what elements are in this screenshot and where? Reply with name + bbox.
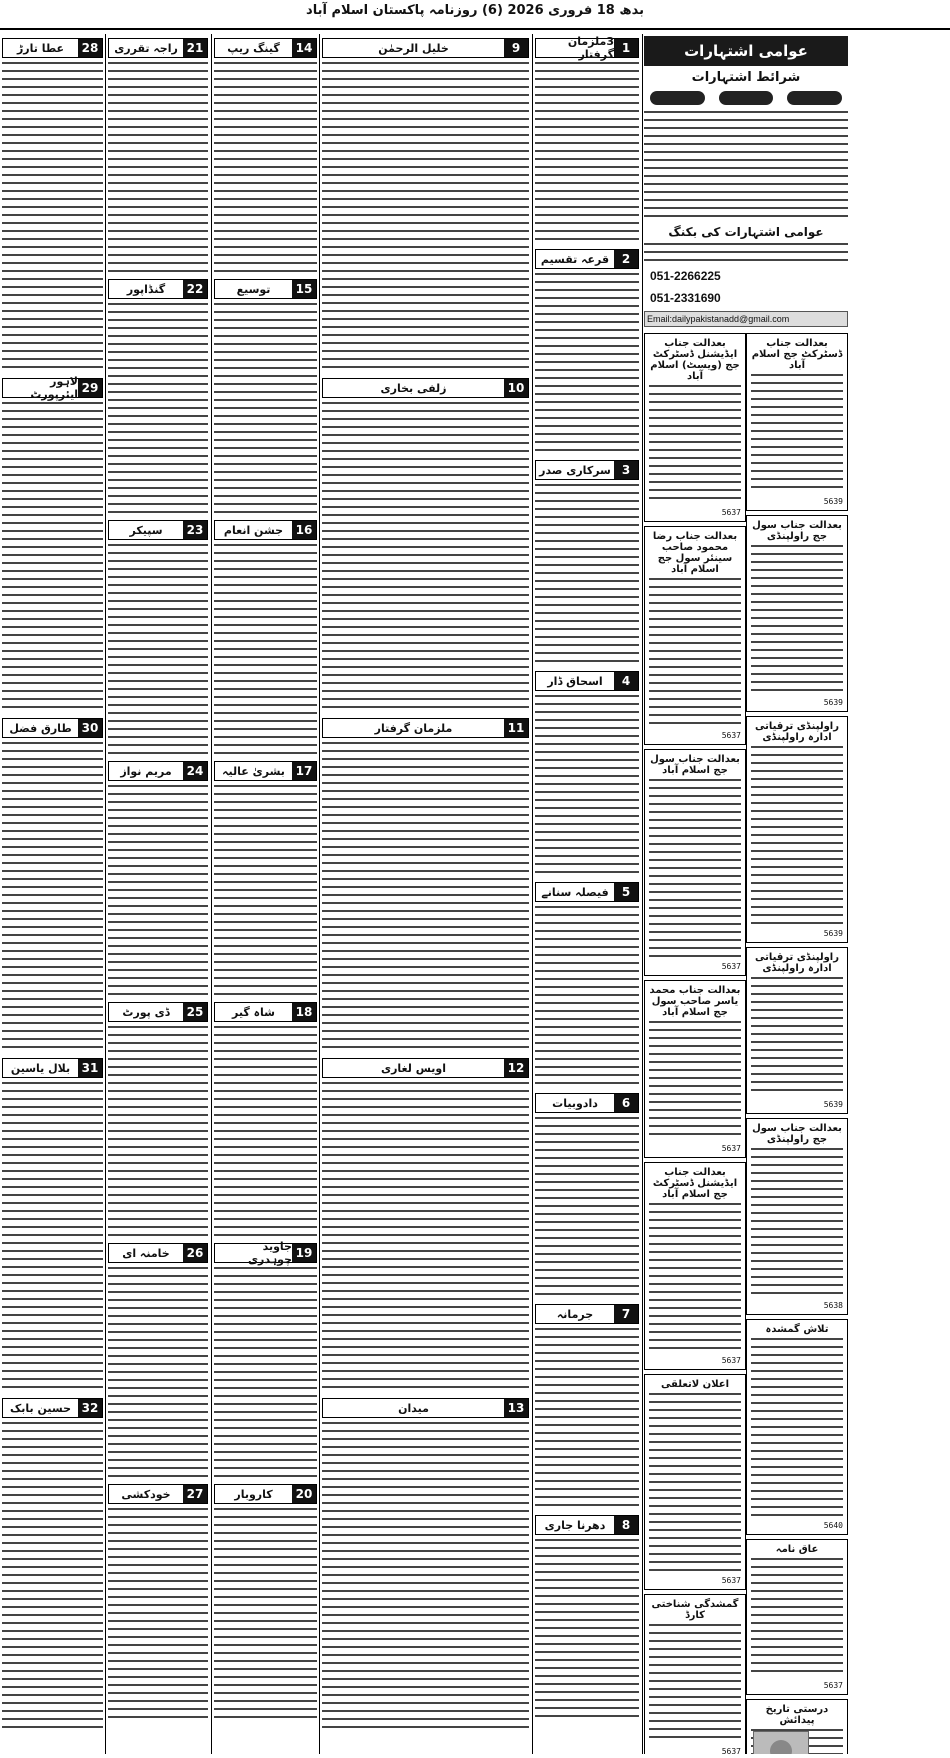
- badge-number: 2: [614, 250, 638, 268]
- news-column-3: [214, 34, 317, 1754]
- badge-title: جرمانہ: [556, 1307, 594, 1321]
- legal-notice-title: بعدالت جناب رضا محمود صاحب سینئر سول جج اسلام آباد: [652, 531, 738, 575]
- story-body: [214, 62, 317, 275]
- badge-title: خودکشی: [121, 1487, 171, 1501]
- legal-notice: [746, 716, 848, 943]
- badge-number: 30: [78, 719, 102, 737]
- masthead: [0, 0, 950, 30]
- birthdate-correction-notice: [746, 1699, 848, 1754]
- continued-story-badge: [108, 38, 208, 58]
- legal-notice-body: [649, 1203, 741, 1353]
- legal-notice-title: راولپنڈی ترقیاتی ادارہ راولپنڈی: [755, 721, 839, 743]
- legal-notice-body: [751, 977, 843, 1097]
- legal-notice-title: بعدالت جناب سول جج راولپنڈی: [752, 1123, 842, 1145]
- badge-title: 3ملزمان گرفتار: [567, 35, 614, 61]
- story-body: [535, 1539, 639, 1722]
- legal-notice: [746, 515, 848, 712]
- badge-title: اسحاق ڈار: [547, 674, 603, 688]
- continued-story-badge: [535, 35, 639, 61]
- badge-title: میدان: [398, 1401, 429, 1415]
- ads-terms-title: شرائط اشتہارات: [691, 70, 801, 85]
- badge-number: 21: [183, 39, 207, 57]
- badge-number: 32: [78, 1399, 102, 1417]
- notice-ref-number: 5637: [823, 1681, 843, 1690]
- story-body: [535, 695, 639, 878]
- story-body: [535, 273, 639, 456]
- ads-email: Email:dailypakistanadd@gmail.com: [644, 311, 848, 327]
- legal-notice-title: بعدالت جناب محمد یاسر صاحب سول جج اسلام آباد: [649, 985, 741, 1018]
- continued-story-badge: [214, 520, 317, 540]
- news-column-1: [535, 34, 639, 1754]
- badge-title: گنڈاپور: [126, 282, 166, 296]
- continued-story-badge: [214, 1240, 317, 1266]
- column-divider: [211, 34, 212, 1754]
- badge-number: 19: [292, 1244, 316, 1262]
- story-body: [535, 62, 639, 245]
- continued-story-badge: [535, 1304, 639, 1324]
- badge-title: شاہ گیر: [232, 1005, 275, 1019]
- badge-title: طارق فضل: [9, 721, 72, 735]
- story-body: [108, 62, 208, 275]
- legal-notice: [746, 1118, 848, 1315]
- legal-notice-title: اعلان لاتعلقی: [660, 1379, 730, 1390]
- continued-story-badge: [2, 375, 103, 401]
- legal-notice-title: گمشدگی شناختی کارڈ: [651, 1599, 739, 1621]
- continued-story-badge: [535, 882, 639, 902]
- legal-notice: [644, 1162, 746, 1370]
- news-column-2: [322, 34, 529, 1754]
- legal-notice-body: [649, 779, 741, 959]
- legal-notice-body: [751, 374, 843, 494]
- badge-number: 29: [78, 379, 102, 397]
- legal-notice-body: [649, 578, 741, 728]
- continued-story-badge: [214, 279, 317, 299]
- badge-title: توسیع: [236, 282, 271, 296]
- story-body: [108, 303, 208, 516]
- badge-title: جشن انعام: [223, 523, 284, 537]
- notice-ref-number: 5637: [721, 1576, 741, 1585]
- legal-notice: [746, 333, 848, 511]
- continued-story-badge: [2, 1058, 103, 1078]
- story-body: [2, 1422, 103, 1734]
- badge-number: 22: [183, 280, 207, 298]
- ad-rate-pill: [719, 91, 774, 105]
- legal-notice: [746, 947, 848, 1114]
- story-body: [108, 1026, 208, 1239]
- badge-title: خامنہ ای: [122, 1246, 170, 1260]
- badge-title: لاہور ایئرپورٹ: [30, 375, 78, 401]
- legal-notice-body: [649, 1021, 741, 1141]
- badge-number: 9: [504, 39, 528, 57]
- continued-story-badge: [2, 38, 103, 58]
- badge-number: 14: [292, 39, 316, 57]
- story-body: [214, 1508, 317, 1721]
- ad-rate-pill: [787, 91, 842, 105]
- badge-number: 25: [183, 1003, 207, 1021]
- continued-story-badge: [322, 718, 529, 738]
- continued-story-badge: [535, 1515, 639, 1535]
- legal-notice: [644, 1374, 746, 1590]
- story-body: [535, 906, 639, 1089]
- badge-number: 11: [504, 719, 528, 737]
- continued-story-badge: [108, 1484, 208, 1504]
- story-body: [2, 62, 103, 374]
- badge-title: ملزمان گرفتار: [374, 721, 453, 735]
- badge-title: سپیکر: [129, 523, 163, 537]
- story-body: [322, 1082, 529, 1394]
- badge-title: فیصلہ سنانے: [541, 885, 609, 899]
- story-body: [214, 1026, 317, 1239]
- legal-notice-title: تلاش گمشدہ: [765, 1324, 829, 1335]
- ad-rate-pill: [650, 91, 705, 105]
- badge-title: کاروبار: [234, 1487, 273, 1501]
- legal-notice: [746, 1539, 848, 1695]
- notice-ref-number: 5637: [721, 962, 741, 971]
- badge-title: راجہ تقرری: [114, 41, 178, 55]
- badge-title: گینگ ریپ: [227, 41, 280, 55]
- news-column-4: [108, 34, 208, 1754]
- badge-number: 18: [292, 1003, 316, 1021]
- column-divider: [105, 34, 106, 1754]
- badge-title: دھرنا جاری: [544, 1518, 606, 1532]
- legal-notice-title: بعدالت جناب ڈسٹرکٹ جج اسلام آباد: [751, 338, 843, 371]
- story-body: [214, 1267, 317, 1480]
- badge-number: 17: [292, 762, 316, 780]
- badge-number: 3: [614, 461, 638, 479]
- badge-number: 12: [504, 1059, 528, 1077]
- continued-story-badge: [535, 1093, 639, 1113]
- story-body: [322, 62, 529, 374]
- column-divider: [642, 34, 643, 1754]
- badge-number: 4: [614, 672, 638, 690]
- legal-notice-title: عاق نامہ: [775, 1544, 819, 1555]
- notice-ref-number: 5637: [721, 1747, 741, 1754]
- column-divider: [319, 34, 320, 1754]
- legal-notice-body: [649, 385, 741, 505]
- column-divider: [532, 34, 533, 1754]
- story-body: [214, 303, 317, 516]
- badge-title: خلیل الرحمٰن: [378, 41, 449, 55]
- legal-notice: [746, 1319, 848, 1535]
- badge-title: اویس لغاری: [381, 1061, 447, 1075]
- badge-number: 16: [292, 521, 316, 539]
- story-body: [2, 1082, 103, 1394]
- continued-story-badge: [2, 718, 103, 738]
- notice-ref-number: 5638: [823, 1301, 843, 1310]
- badge-title: مریم نواز: [120, 764, 172, 778]
- badge-number: 20: [292, 1485, 316, 1503]
- ads-column-main: [644, 34, 848, 1754]
- badge-title: عطا تارڑ: [16, 41, 65, 55]
- legal-notice-body: [751, 545, 843, 695]
- legal-notice: [644, 526, 746, 745]
- badge-title: بلال یاسین: [10, 1061, 71, 1075]
- badge-title: زلفی بخاری: [380, 381, 447, 395]
- badge-title: قرعہ تقسیم: [540, 252, 610, 266]
- badge-title: ڈی پورٹ: [122, 1005, 170, 1019]
- ads-booking-title: عوامی اشتہارات کی بکنگ: [668, 225, 824, 239]
- ads-header: عوامی اشتہارات: [644, 36, 848, 66]
- continued-story-badge: [322, 1398, 529, 1418]
- notice-ref-number: 5639: [823, 1100, 843, 1109]
- continued-story-badge: [535, 460, 639, 480]
- badge-number: 26: [183, 1244, 207, 1262]
- story-body: [2, 402, 103, 714]
- story-body: [108, 1267, 208, 1480]
- continued-story-badge: [535, 671, 639, 691]
- notice-ref-number: 5637: [721, 1356, 741, 1365]
- news-column-5: [2, 34, 103, 1754]
- continued-story-badge: [322, 1058, 529, 1078]
- legal-notice-title: بعدالت جناب ایڈیشنل ڈسٹرکٹ جج (ویسٹ) اسلام آباد: [650, 338, 740, 382]
- ads-booking-text: [644, 243, 848, 265]
- badge-number: 23: [183, 521, 207, 539]
- phone-1: 051-2266225: [650, 269, 721, 283]
- notice-ref-number: 5640: [823, 1521, 843, 1530]
- badge-number: 6: [614, 1094, 638, 1112]
- badge-title: جاوید چوہدری: [247, 1240, 292, 1266]
- continued-story-badge: [214, 761, 317, 781]
- story-body: [535, 1328, 639, 1511]
- badge-number: 27: [183, 1485, 207, 1503]
- story-body: [322, 1422, 529, 1734]
- badge-number: 8: [614, 1516, 638, 1534]
- phone-2: 051-2331690: [650, 291, 721, 305]
- continued-story-badge: [108, 520, 208, 540]
- badge-number: 31: [78, 1059, 102, 1077]
- badge-number: 1: [614, 39, 638, 57]
- legal-notice: [644, 749, 746, 976]
- legal-notice-body: [751, 1338, 843, 1518]
- badge-number: 13: [504, 1399, 528, 1417]
- legal-notice: [644, 980, 746, 1158]
- story-body: [2, 742, 103, 1054]
- story-body: [535, 1117, 639, 1300]
- notice-ref-number: 5639: [823, 929, 843, 938]
- profile-caption: درستی تاریخ پیدائش: [765, 1704, 829, 1726]
- badge-number: 7: [614, 1305, 638, 1323]
- badge-number: 10: [504, 379, 528, 397]
- continued-story-badge: [535, 249, 639, 269]
- story-body: [214, 785, 317, 998]
- continued-story-badge: [214, 1484, 317, 1504]
- legal-notice-title: بعدالت جناب ایڈیشنل ڈسٹرکٹ جج اسلام آباد: [652, 1167, 738, 1200]
- story-body: [535, 484, 639, 667]
- continued-story-badge: [108, 1243, 208, 1263]
- continued-story-badge: [108, 279, 208, 299]
- story-body: [322, 742, 529, 1054]
- badge-title: بشریٰ عالیہ: [222, 764, 285, 778]
- legal-notice-body: [649, 1624, 741, 1744]
- story-body: [108, 785, 208, 998]
- badge-title: دادوبیات: [552, 1096, 598, 1110]
- masthead-text: بدھ 18 فروری 2026 (6) روزنامہ پاکستان اسلام آباد: [306, 3, 644, 18]
- legal-notice-body: [649, 1393, 741, 1573]
- legal-notice: [644, 333, 746, 522]
- notice-ref-number: 5637: [721, 1144, 741, 1153]
- badge-title: حسین بابک: [10, 1401, 71, 1415]
- continued-story-badge: [322, 38, 529, 58]
- story-body: [108, 1508, 208, 1721]
- badge-number: 28: [78, 39, 102, 57]
- legal-notice: [644, 1594, 746, 1754]
- story-body: [322, 402, 529, 714]
- story-body: [108, 544, 208, 757]
- badge-number: 5: [614, 883, 638, 901]
- continued-story-badge: [2, 1398, 103, 1418]
- continued-story-badge: [108, 761, 208, 781]
- legal-notice-title: بعدالت جناب سول جج راولپنڈی: [752, 520, 842, 542]
- continued-story-badge: [108, 1002, 208, 1022]
- story-body: [214, 544, 317, 757]
- ads-terms-text: [644, 111, 848, 221]
- legal-notice-body: [751, 1558, 843, 1678]
- notice-ref-number: 5639: [823, 497, 843, 506]
- profile-photo: [753, 1731, 809, 1754]
- continued-story-badge: [322, 378, 529, 398]
- legal-notice-title: بعدالت جناب سول جج اسلام آباد: [650, 754, 740, 776]
- badge-number: 24: [183, 762, 207, 780]
- continued-story-badge: [214, 1002, 317, 1022]
- badge-number: 15: [292, 280, 316, 298]
- legal-notice-body: [751, 746, 843, 926]
- notice-ref-number: 5637: [721, 731, 741, 740]
- notice-ref-number: 5637: [721, 508, 741, 517]
- badge-title: سرکاری صدر: [539, 463, 611, 477]
- legal-notice-body: [751, 1148, 843, 1298]
- notice-ref-number: 5639: [823, 698, 843, 707]
- continued-story-badge: [214, 38, 317, 58]
- legal-notice-title: راولپنڈی ترقیاتی ادارہ راولپنڈی: [755, 952, 839, 974]
